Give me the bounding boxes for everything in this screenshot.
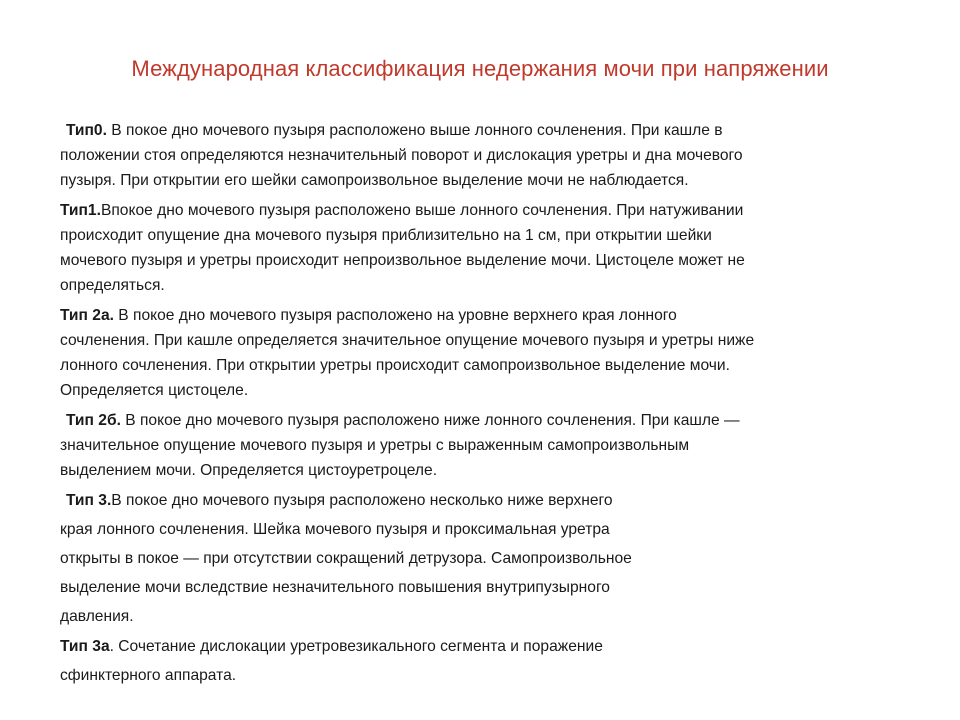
type-3-line-3: открыты в покое — при отсутствии сокращений детрузора. Самопроизвольное [60, 550, 632, 567]
type-3a-label: Тип 3а [60, 638, 110, 655]
type-2b-paragraph [60, 408, 908, 483]
type-1-paragraph [60, 198, 908, 298]
classification-list [60, 118, 908, 693]
type-0-line-3: пузыря. При открытии его шейки самопроизвольное выделение мочи не наблюдается. [60, 172, 689, 189]
type-2a-line-1: В покое дно мочевого пузыря расположено на уровне верхнего края лонного [113, 307, 677, 324]
type-3a-paragraph [60, 634, 908, 688]
type-3-line-4: выделение мочи вследствие незначительного повышения внутрипузырного [60, 579, 610, 596]
type-0-paragraph [60, 118, 908, 193]
type-2a-line-3: лонного сочленения. При открытии уретры происходит самопроизвольное выделение мочи. [60, 357, 730, 374]
type-3-line-1: В покое дно мочевого пузыря расположено несколько ниже верхнего [111, 492, 613, 509]
type-2b-line-2: значительное опущение мочевого пузыря и уретры с выраженным самопроизвольным [60, 437, 690, 454]
slide-title: Международная классификация недержания мочи при напряжении [131, 56, 829, 81]
type-2b-line-1: В покое дно мочевого пузыря расположено ниже лонного сочленения. При кашле — [120, 412, 740, 429]
type-3a-line-2: сфинктерного аппарата. [60, 667, 237, 684]
type-3-paragraph [60, 488, 908, 629]
type-1-label: Тип1. [60, 202, 101, 219]
type-2a-paragraph [60, 303, 908, 403]
type-0-line-2: положении стоя определяются незначительный поворот и дислокация уретры и дна мочевого [60, 147, 743, 164]
type-0-label: Тип0. [66, 122, 107, 139]
type-1-line-1: Впокое дно мочевого пузыря расположено выше лонного сочленения. При натуживании [100, 202, 744, 219]
type-3a-line-1: . Сочетание дислокации уретровезикального сегмента и поражение [109, 638, 603, 655]
type-2a-line-4: Определяется цистоцеле. [60, 382, 249, 399]
type-2b-line-3: выделением мочи. Определяется цистоуретроцеле. [60, 462, 438, 479]
type-2b-label: Тип 2б. [66, 412, 121, 429]
type-2a-line-2: сочленения. При кашле определяется значительное опущение мочевого пузыря и уретры ниже [60, 332, 755, 349]
type-3-line-2: края лонного сочленения. Шейка мочевого пузыря и проксимальная уретра [60, 521, 610, 538]
type-1-line-3: мочевого пузыря и уретры происходит непроизвольное выделение мочи. Цистоцеле может не [60, 252, 745, 269]
type-3-line-5: давления. [60, 608, 134, 625]
type-1-line-2: происходит опущение дна мочевого пузыря приблизительно на 1 см, при открытии шейки [60, 227, 712, 244]
type-2a-label: Тип 2а. [60, 307, 114, 324]
type-0-line-1: В покое дно мочевого пузыря расположено выше лонного сочленения. При кашле в [106, 122, 723, 139]
type-1-line-4: определяться. [60, 277, 165, 294]
type-3-label: Тип 3. [66, 492, 112, 509]
